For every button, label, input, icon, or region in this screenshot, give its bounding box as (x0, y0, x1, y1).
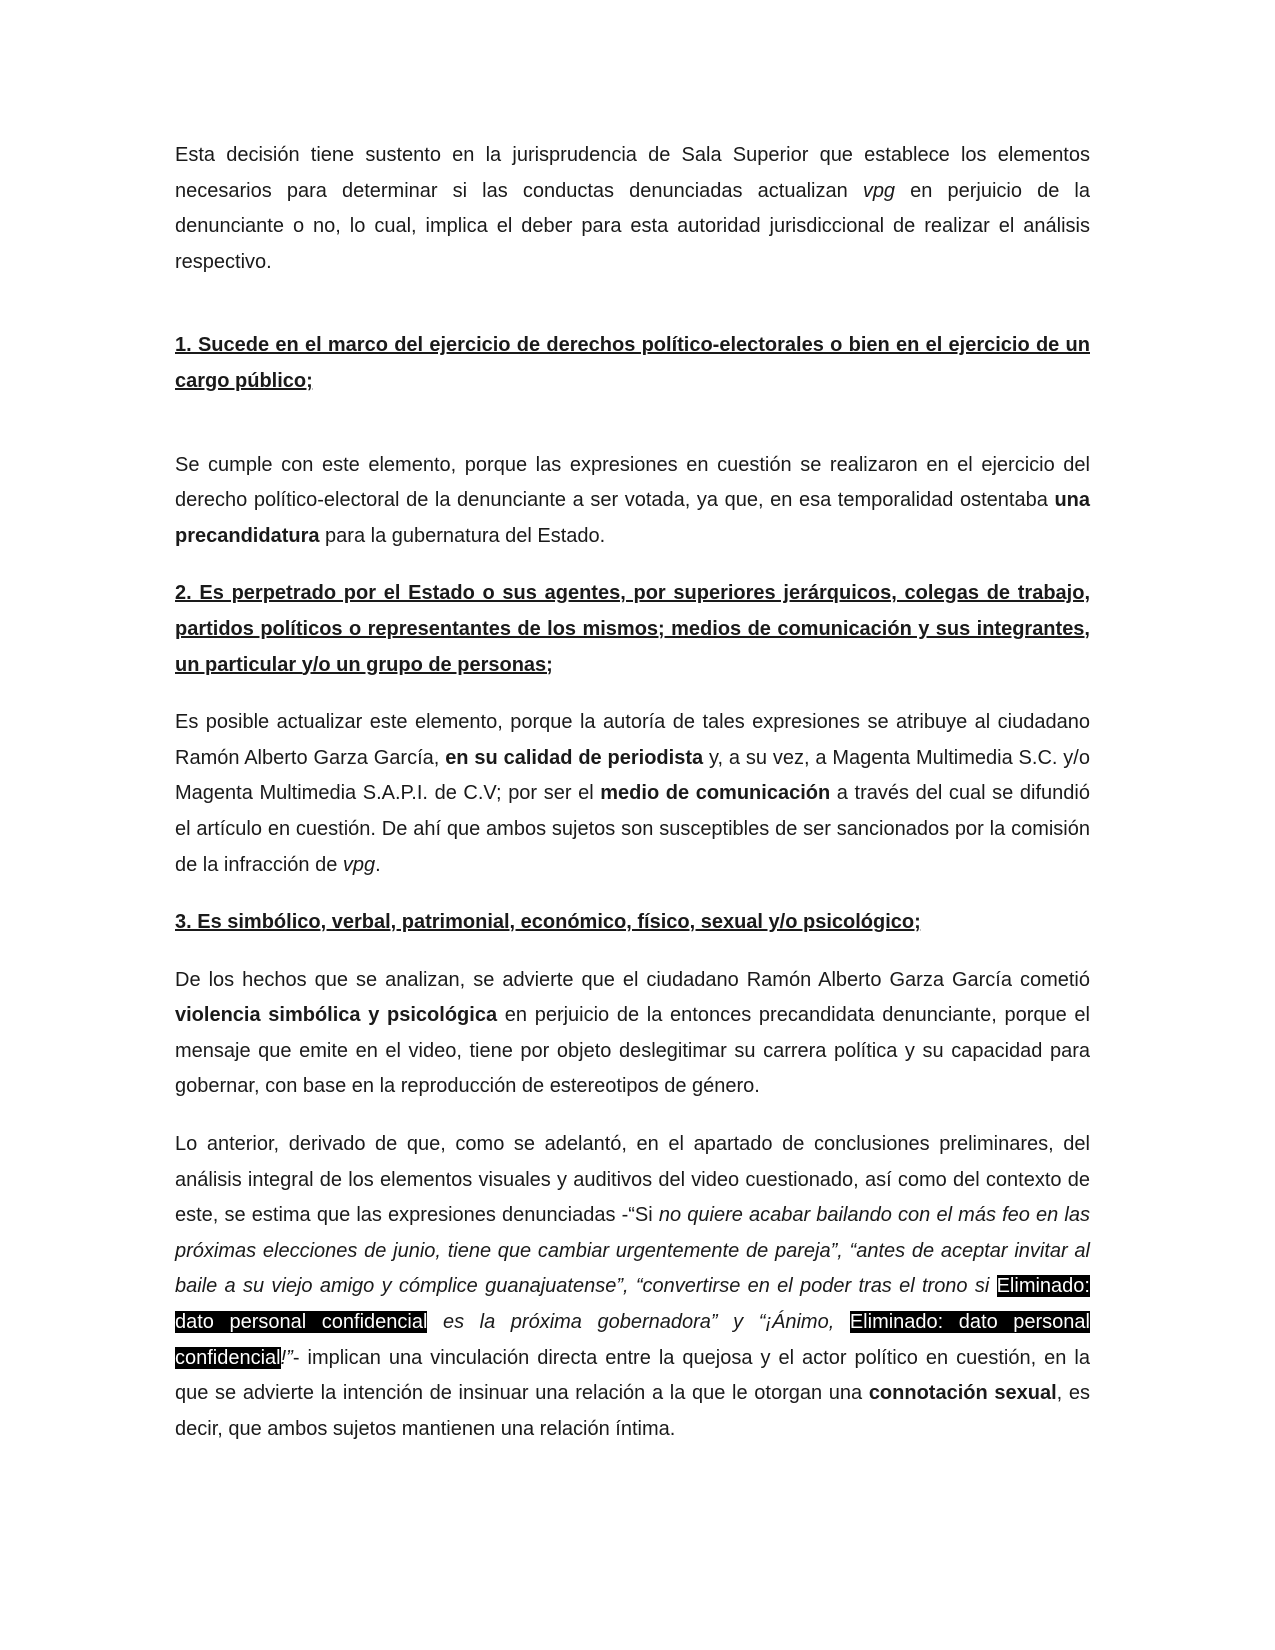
text-run: , es decir, que ambos sujetos mantienen una relación íntima. (175, 1382, 1090, 1440)
text-run: y, a su vez, a Magenta Multimedia S.C. y/o Magenta Multimedia S.A.P.I. de C.V; por ser el (175, 746, 1090, 805)
paragraph-element-3 (175, 963, 1090, 1105)
paragraph-element-1 (175, 448, 1090, 555)
heading-element-2: 2. Es perpetrado por el Estado o sus agentes, por superiores jerárquicos, colegas de trabajo, partidos políticos o representantes de los mismos; medios de comunicación y sus integrantes, un particular y/o un grupo de personas; (175, 582, 1090, 676)
text-run: De los hechos que se analizan, se advierte que el ciudadano Ramón Alberto Garza García cometió (175, 968, 1090, 991)
text-run-bold: medio de comunicación (600, 782, 831, 805)
text-run-bold: en su calidad de periodista (445, 746, 704, 769)
text-run-bold: connotación sexual (868, 1382, 1057, 1405)
text-run: para la gubernatura del Estado. (319, 524, 606, 547)
text-run: en perjuicio de la entonces precandidata denunciante, porque el mensaje que emite en el video, tiene por objeto deslegitimar su carrera política y su capacidad para gobernar, con base en la reproducción de estereotipos de género. (175, 1004, 1090, 1098)
redaction-box: Eliminado: dato personal confidencial (175, 1275, 1090, 1334)
text-run-italic: no quiere acabar bailando con el más feo en las próximas elecciones de junio, tiene que cambiar urgentemente de pareja”, “antes de aceptar invitar al baile a su viejo amigo y cómplice guanajuatense”, “convertirse en el poder tras el trono si (175, 1204, 1090, 1298)
text-run: a través del cual se difundió el artículo en cuestión. De ahí que ambos sujetos son susceptibles de ser sancionados por la comisión de la infracción de (175, 782, 1090, 876)
heading-element-1: 1. Sucede en el marco del ejercicio de derechos político-electorales o bien en el ejercicio de un cargo público; (175, 334, 1090, 392)
text-run: . (375, 853, 381, 876)
text-run: Es posible actualizar este elemento, porque la autoría de tales expresiones se atribuye al ciudadano Ramón Alberto Garza García, (175, 711, 1090, 769)
text-run: en perjuicio de la denunciante o no, lo cual, implica el deber para esta autoridad jurisdiccional de realizar el análisis respectivo. (175, 179, 1090, 273)
paragraph-element-2 (175, 705, 1090, 883)
text-run-italic: !” (280, 1346, 293, 1369)
text-run-italic: es la próxima gobernadora” y “¡Ánimo, (427, 1311, 850, 1334)
text-run-italic: vpg (342, 853, 376, 876)
paragraph-analysis (175, 1127, 1090, 1447)
text-run: Esta decisión tiene sustento en la jurisprudencia de Sala Superior que establece los elementos necesarios para determinar si las conductas denunciadas actualizan (175, 144, 1090, 202)
text-run-italic: vpg (862, 179, 896, 202)
text-run: Se cumple con este elemento, porque las expresiones en cuestión se realizaron en el ejercicio del derecho político-electoral de la denunciante a ser votada, ya que, en esa temporalidad ostentaba (175, 453, 1090, 512)
text-run-bold: una precandidatura (175, 489, 1090, 547)
paragraph-intro (175, 138, 1090, 280)
heading-element-3: 3. Es simbólico, verbal, patrimonial, económico, físico, sexual y/o psicológico; (175, 911, 921, 934)
text-run: - implican una vinculación directa entre la quejosa y el actor político en cuestión, en la que se advierte la intención de insinuar una relación a la que le otorgan una (175, 1346, 1090, 1405)
redaction-box: Eliminado: dato personal confidencial (175, 1311, 1090, 1369)
document-page (175, 138, 1090, 1447)
text-run-bold: violencia simbólica y psicológica (175, 1004, 498, 1027)
text-run: Lo anterior, derivado de que, como se adelantó, en el apartado de conclusiones preliminares, del análisis integral de los elementos visuales y auditivos del video cuestionado, así como del contexto de este, se estima que las expresiones denunciadas -“Si (175, 1133, 1090, 1227)
